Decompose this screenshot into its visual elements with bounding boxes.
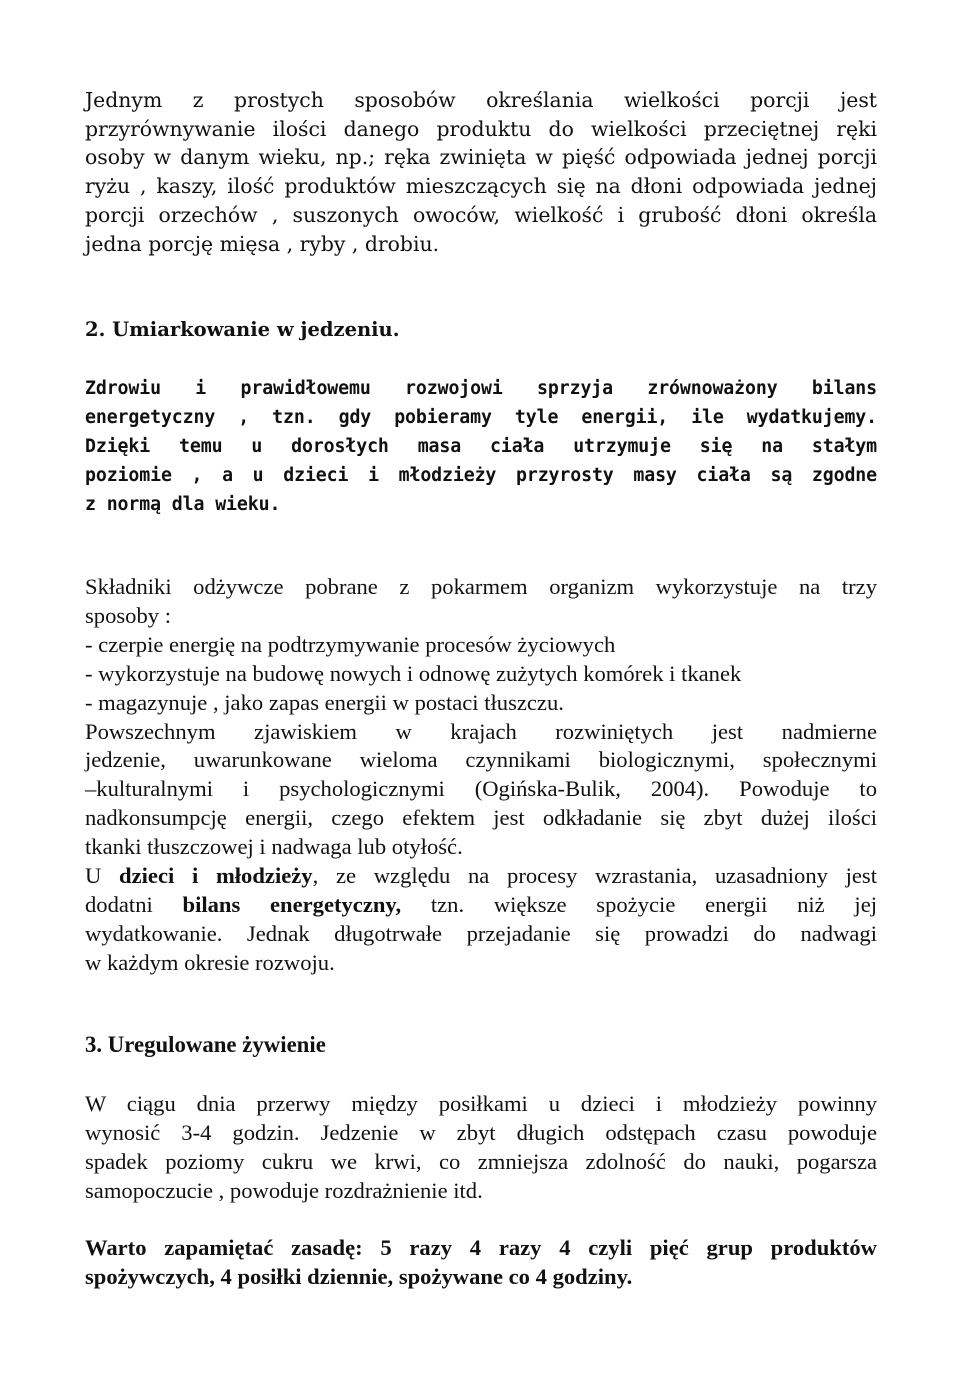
text-line: poziomie , a u dzieci i młodzieży przyrosty masy ciała są zgodne <box>85 465 877 486</box>
paragraph-nutrients <box>85 573 877 978</box>
section-heading-regular-eating: 3. Uregulowane żywienie <box>85 1032 326 1057</box>
paragraph-portion-size <box>85 86 877 258</box>
text-line: spadek poziomy cukru we krwi, co zmniejsza zdolność do nauki, pogarsza <box>85 1149 877 1174</box>
text-line: W ciągu dnia przerwy między posiłkami u dzieci i młodzieży powinny <box>85 1091 877 1116</box>
text-line: Powszechnym zjawiskiem w krajach rozwiniętych jest nadmierne <box>85 718 877 744</box>
text-line: wydatkowanie. Jednak długotrwałe przejadanie się prowadzi do nadwagi <box>85 920 877 946</box>
text-line: w każdym okresie rozwoju. <box>85 949 335 975</box>
text-line: spożywczych, 4 posiłki dziennie, spożywane co 4 godziny. <box>85 1264 633 1289</box>
text-line: nadkonsumpcję energii, czego efektem jest odkładanie się zbyt dużej ilości <box>85 805 877 831</box>
summary-rule <box>85 1233 877 1291</box>
paragraph-meal-intervals <box>85 1089 877 1205</box>
text-line: jedna porcję mięsa , ryby , drobiu. <box>85 231 440 256</box>
text-run: tzn. większe spożycie energii niż jej <box>401 891 878 917</box>
text-line: przyrównywanie ilości danego produktu do wielkości przeciętnej ręki <box>85 116 877 141</box>
text-line: ryżu , kaszy, ilość produktów mieszczących się na dłoni odpowiada jednej <box>85 174 877 199</box>
text-line: samopoczucie , powoduje rozdrażnienie itd. <box>85 1178 483 1203</box>
text-line: Zdrowiu i prawidłowemu rozwojowi sprzyja zrównoważony bilans <box>85 378 877 399</box>
paragraph-energy-balance <box>85 374 877 519</box>
text-line: wynosić 3-4 godzin. Jedzenie w zbyt długich odstępach czasu powoduje <box>85 1120 877 1145</box>
list-item: - czerpie energię na podtrzymywanie procesów życiowych <box>85 631 616 657</box>
text-line <box>85 891 877 920</box>
text-line: energetyczny , tzn. gdy pobieramy tyle energii, ile wydatkujemy. <box>85 407 877 428</box>
text-line: sposoby : <box>85 602 171 628</box>
text-line: jedzenie, uwarunkowane wieloma czynnikami biologicznymi, społecznymi <box>85 747 877 773</box>
text-line: –kulturalnymi i psychologicznymi (Ogińska-Bulik, 2004). Powoduje to <box>85 776 877 802</box>
text-run: , ze względu na procesy wzrastania, uzasadniony jest <box>312 863 878 889</box>
list-item: - magazynuje , jako zapas energii w postaci tłuszczu. <box>85 689 564 715</box>
text-line: osoby w danym wieku, np.; ręka zwinięta w pięść odpowiada jednej porcji <box>85 145 877 170</box>
bold-run: bilans energetyczny, <box>182 891 402 917</box>
text-line: porcji orzechów , suszonych owoców, wielkość i grubość dłoni określa <box>85 202 877 227</box>
section-heading-moderation: 2. Umiarkowanie w jedzeniu. <box>85 318 400 341</box>
text-run: U <box>85 863 120 889</box>
text-line: Warto zapamiętać zasadę: 5 razy 4 razy 4 czyli pięć grup produktów <box>85 1235 877 1260</box>
text-line: Składniki odżywcze pobrane z pokarmem organizm wykorzystuje na trzy <box>85 574 877 599</box>
bold-run: dzieci i młodzieży <box>119 863 313 889</box>
text-line: z normą dla wieku. <box>85 494 281 515</box>
text-run: dodatni <box>85 891 183 917</box>
text-line: tkanki tłuszczowej i nadwaga lub otyłość. <box>85 834 463 860</box>
text-line: Jednym z prostych sposobów określania wielkości porcji jest <box>85 88 877 112</box>
list-item: - wykorzystuje na budowę nowych i odnowę zużytych komórek i tkanek <box>85 660 742 686</box>
text-line: Dzięki temu u dorosłych masa ciała utrzymuje się na stałym <box>85 436 877 457</box>
text-line <box>85 862 877 891</box>
